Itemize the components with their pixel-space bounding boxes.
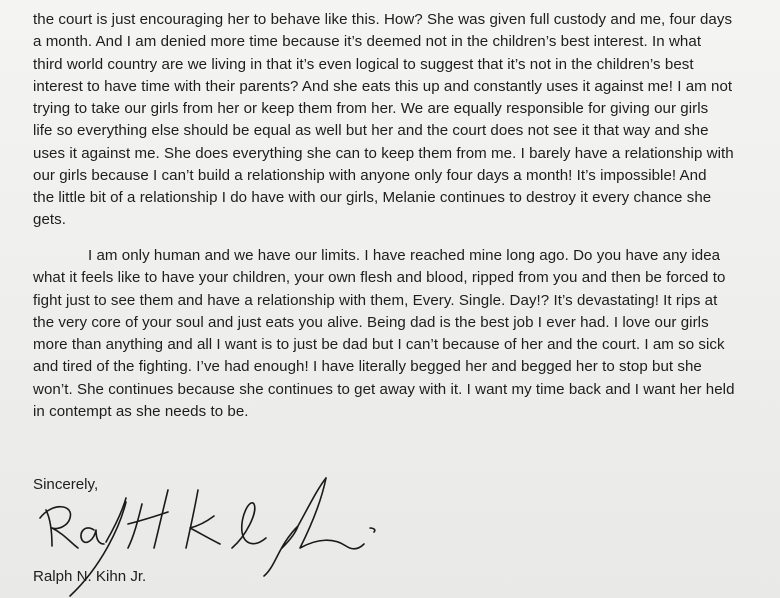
- paragraph-line: uses it against me. She does everything she can to keep them from me. I barely have a relationship with: [33, 144, 734, 162]
- paragraph-line: the court is just encouraging her to behave like this. How? She was given full custody and me, four days: [33, 11, 733, 28]
- signer-printed-name: Ralph N. Kihn Jr.: [33, 568, 147, 585]
- paragraph-line: what it feels like to have your children, your own flesh and blood, ripped from you and then be forced to: [33, 269, 726, 287]
- paragraph-line: won’t. She continues because she continues to get away with it. I want my time back and I want her held: [33, 380, 735, 398]
- letter-paragraph-1: [33, 9, 768, 232]
- paragraph-line: the little bit of a relationship I do have with our girls, Melanie continues to destroy it every chance she: [33, 189, 712, 206]
- paragraph-line: and tired of the fighting. I’ve had enough! I have literally begged her and begged her to stop but she: [33, 358, 702, 376]
- paragraph-line: life so everything else should be equal as well but her and the court does not see it that way and she: [33, 122, 709, 140]
- letter-paragraph-2: [33, 245, 768, 423]
- paragraph-line: in contempt as she needs to be.: [33, 402, 249, 420]
- paragraph-line: I am only human and we have our limits. I have reached mine long ago. Do you have any idea: [88, 247, 721, 264]
- paragraph-line: more than anything and all I want is to just be dad but I can’t because of her and the court. I am so sick: [33, 336, 725, 353]
- paragraph-line: interest to have time with their parents? And she eats this up and constantly uses it against me! I am not: [33, 77, 733, 95]
- letter-closing: Sincerely,: [33, 476, 99, 493]
- paragraph-line: our girls because I can’t build a relationship with anyone only four days a month! It’s impossible! And: [33, 166, 707, 184]
- paragraph-line: a month. And I am denied more time because it’s deemed not in the children’s best interest. In what: [33, 33, 702, 51]
- paragraph-line: third world country are we living in that it’s even logical to suggest that it’s not in the children’s best: [33, 55, 694, 73]
- paragraph-line: the very core of your soul and just eats you alive. Being dad is the best job I ever had. I love our girls: [33, 313, 709, 331]
- paragraph-line: gets.: [33, 211, 66, 229]
- paragraph-line: trying to take our girls from her or keep them from her. We are equally responsible for giving our girls: [33, 100, 709, 117]
- paragraph-line: fight just to see them and have a relationship with them, Every. Single. Day!? It’s devastating! It rips at: [33, 291, 718, 309]
